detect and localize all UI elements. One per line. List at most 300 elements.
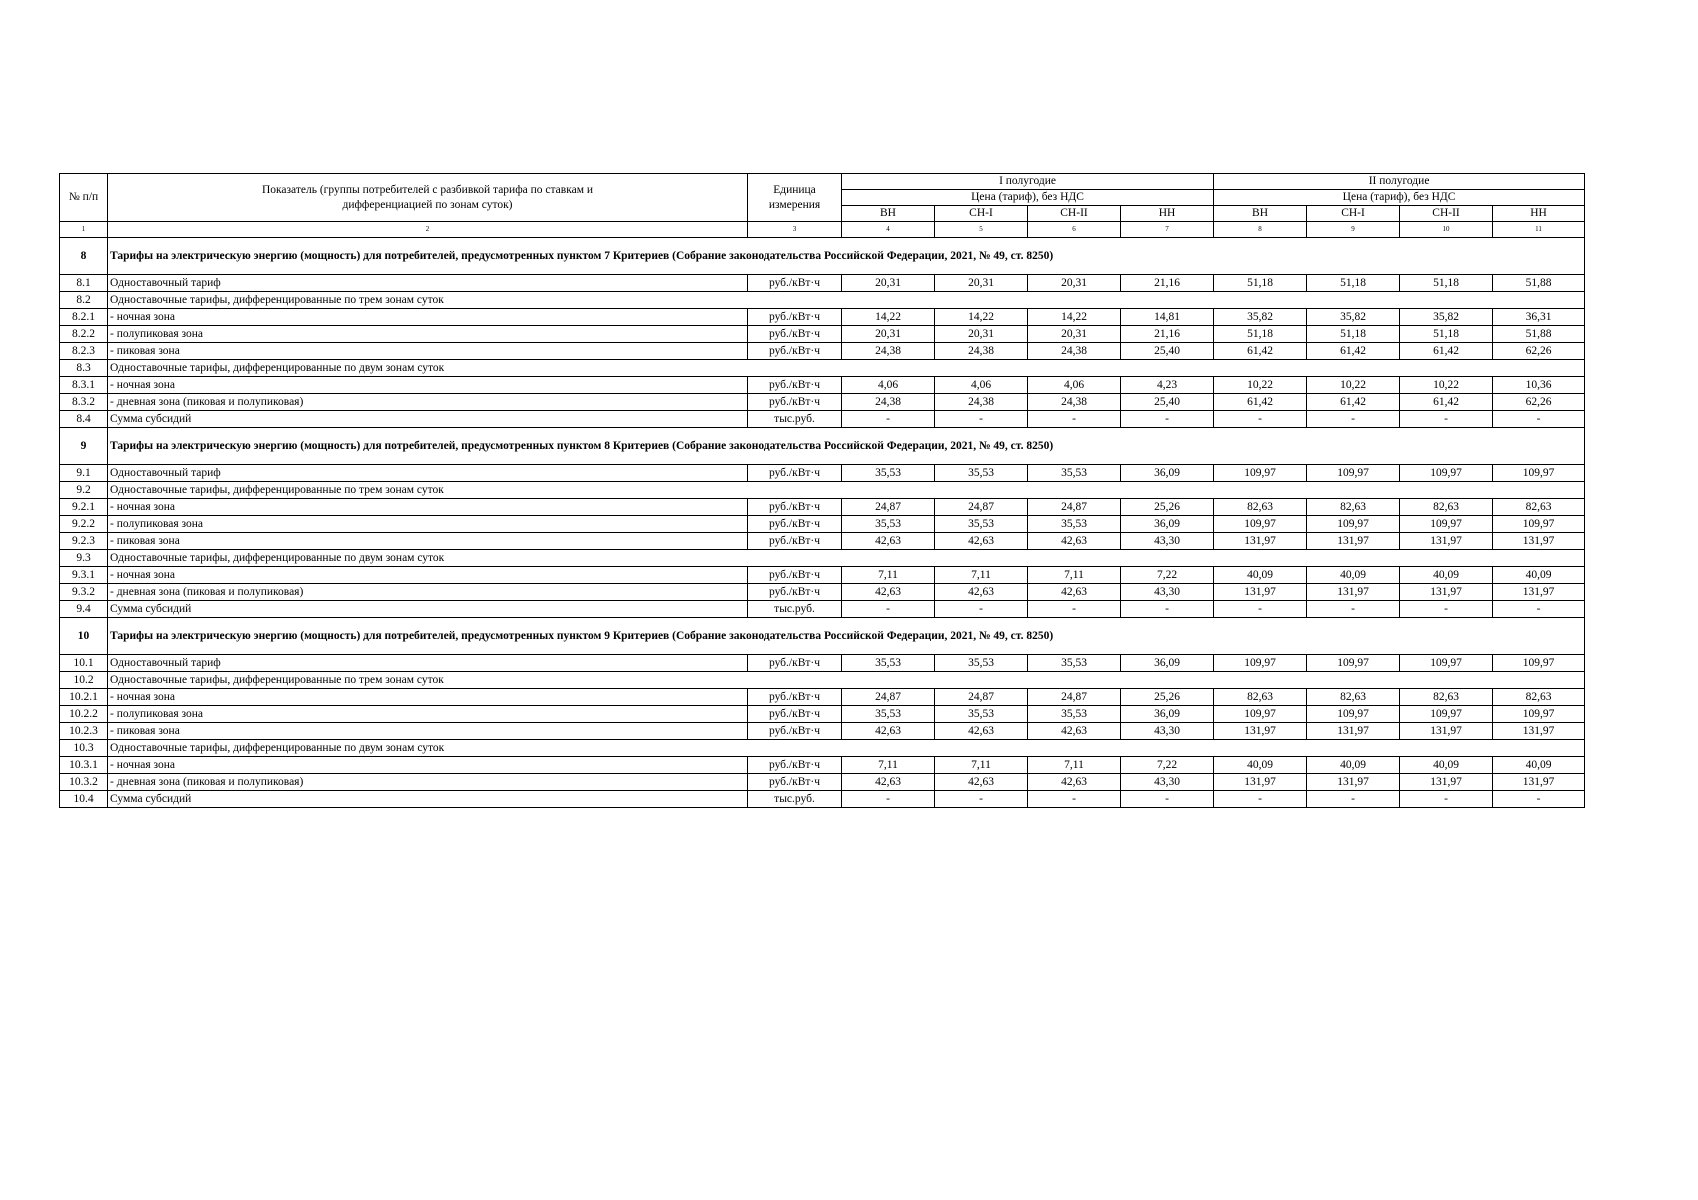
row-value: 20,31 bbox=[1028, 275, 1121, 292]
row-value: 51,88 bbox=[1493, 326, 1585, 343]
row-unit: руб./кВт·ч bbox=[748, 377, 842, 394]
row-value: 40,09 bbox=[1214, 567, 1307, 584]
row-value: 7,11 bbox=[935, 757, 1028, 774]
row-group-name: Одноставочные тарифы, дифференцированные по двум зонам суток bbox=[108, 550, 1585, 567]
row-value: - bbox=[1400, 791, 1493, 808]
table-row bbox=[60, 275, 1585, 292]
row-value: 131,97 bbox=[1307, 533, 1400, 550]
row-value: 20,31 bbox=[1028, 326, 1121, 343]
row-value: 35,53 bbox=[842, 516, 935, 533]
row-value: - bbox=[1028, 411, 1121, 428]
row-number: 8.2 bbox=[60, 292, 108, 309]
table-row bbox=[60, 655, 1585, 672]
section-title: Тарифы на электрическую энергию (мощность) для потребителей, предусмотренных пунктом 7 Критериев (Собрание законодательства Российской Федерации, 2021, № 49, ст. 8250) bbox=[108, 238, 1585, 275]
row-value: 82,63 bbox=[1307, 499, 1400, 516]
table-row bbox=[60, 723, 1585, 740]
row-value: - bbox=[1028, 791, 1121, 808]
row-value: 42,63 bbox=[1028, 723, 1121, 740]
row-value: 24,87 bbox=[842, 689, 935, 706]
row-value: 62,26 bbox=[1493, 343, 1585, 360]
row-value: - bbox=[1121, 601, 1214, 618]
header-level: НН bbox=[1121, 206, 1214, 222]
row-value: 43,30 bbox=[1121, 723, 1214, 740]
section-header-row bbox=[60, 618, 1585, 655]
row-value: 62,26 bbox=[1493, 394, 1585, 411]
column-number: 3 bbox=[748, 222, 842, 238]
row-number: 10.3.2 bbox=[60, 774, 108, 791]
row-number: 8.3.1 bbox=[60, 377, 108, 394]
row-value: 109,97 bbox=[1307, 516, 1400, 533]
row-unit: руб./кВт·ч bbox=[748, 757, 842, 774]
row-value: 7,11 bbox=[1028, 567, 1121, 584]
header-level: СН-II bbox=[1400, 206, 1493, 222]
header-half-2: II полугодие bbox=[1214, 174, 1585, 190]
row-unit: тыс.руб. bbox=[748, 601, 842, 618]
row-value: 61,42 bbox=[1214, 343, 1307, 360]
row-value: 131,97 bbox=[1493, 774, 1585, 791]
row-value: 109,97 bbox=[1493, 655, 1585, 672]
header-row-1 bbox=[60, 174, 1585, 190]
row-value: 42,63 bbox=[935, 723, 1028, 740]
row-unit: руб./кВт·ч bbox=[748, 465, 842, 482]
row-value: 7,22 bbox=[1121, 757, 1214, 774]
row-number: 9.2.1 bbox=[60, 499, 108, 516]
row-unit: руб./кВт·ч bbox=[748, 584, 842, 601]
row-name: - пиковая зона bbox=[108, 343, 748, 360]
row-value: 24,87 bbox=[1028, 689, 1121, 706]
row-value: 40,09 bbox=[1214, 757, 1307, 774]
row-value: 82,63 bbox=[1214, 499, 1307, 516]
row-name: Одноставочный тариф bbox=[108, 655, 748, 672]
row-value: 25,26 bbox=[1121, 689, 1214, 706]
row-value: 131,97 bbox=[1214, 584, 1307, 601]
row-value: 7,11 bbox=[1028, 757, 1121, 774]
row-number: 8.3.2 bbox=[60, 394, 108, 411]
row-value: 109,97 bbox=[1493, 465, 1585, 482]
row-value: 109,97 bbox=[1307, 706, 1400, 723]
row-number: 9.1 bbox=[60, 465, 108, 482]
row-value: 24,87 bbox=[935, 689, 1028, 706]
row-value: 36,09 bbox=[1121, 516, 1214, 533]
row-name: Одноставочный тариф bbox=[108, 465, 748, 482]
row-value: - bbox=[1214, 601, 1307, 618]
table-row bbox=[60, 791, 1585, 808]
row-number: 8.2.3 bbox=[60, 343, 108, 360]
header-level: СН-II bbox=[1028, 206, 1121, 222]
row-value: 7,11 bbox=[842, 567, 935, 584]
table-row bbox=[60, 326, 1585, 343]
row-value: 131,97 bbox=[1400, 584, 1493, 601]
row-number: 10.2.3 bbox=[60, 723, 108, 740]
row-group-name: Одноставочные тарифы, дифференцированные по трем зонам суток bbox=[108, 482, 1585, 499]
row-name: - полупиковая зона bbox=[108, 326, 748, 343]
row-value: 21,16 bbox=[1121, 275, 1214, 292]
row-unit: руб./кВт·ч bbox=[748, 309, 842, 326]
row-value: - bbox=[842, 601, 935, 618]
row-value: 109,97 bbox=[1493, 516, 1585, 533]
row-value: - bbox=[1214, 791, 1307, 808]
row-value: - bbox=[1307, 601, 1400, 618]
row-value: 61,42 bbox=[1400, 343, 1493, 360]
row-value: - bbox=[1121, 411, 1214, 428]
row-value: 43,30 bbox=[1121, 774, 1214, 791]
row-name: - пиковая зона bbox=[108, 533, 748, 550]
header-half-1: I полугодие bbox=[842, 174, 1214, 190]
row-value: 35,82 bbox=[1307, 309, 1400, 326]
column-number: 11 bbox=[1493, 222, 1585, 238]
row-value: 24,87 bbox=[1028, 499, 1121, 516]
row-value: 61,42 bbox=[1307, 343, 1400, 360]
row-value: 109,97 bbox=[1400, 655, 1493, 672]
row-value: 20,31 bbox=[842, 326, 935, 343]
row-name: - ночная зона bbox=[108, 499, 748, 516]
row-value: - bbox=[1493, 411, 1585, 428]
table-row bbox=[60, 689, 1585, 706]
row-value: - bbox=[1121, 791, 1214, 808]
table-row bbox=[60, 343, 1585, 360]
row-value: 10,22 bbox=[1400, 377, 1493, 394]
table-row bbox=[60, 377, 1585, 394]
row-number: 9.2.2 bbox=[60, 516, 108, 533]
row-value: - bbox=[1307, 411, 1400, 428]
row-unit: руб./кВт·ч bbox=[748, 567, 842, 584]
table-row bbox=[60, 757, 1585, 774]
row-value: 35,53 bbox=[1028, 516, 1121, 533]
row-name: - ночная зона bbox=[108, 567, 748, 584]
row-value: 10,22 bbox=[1307, 377, 1400, 394]
row-group-name: Одноставочные тарифы, дифференцированные по двум зонам суток bbox=[108, 740, 1585, 757]
table-row bbox=[60, 309, 1585, 326]
row-number: 10.2.1 bbox=[60, 689, 108, 706]
row-name: Сумма субсидий bbox=[108, 791, 748, 808]
row-value: 82,63 bbox=[1307, 689, 1400, 706]
row-unit: руб./кВт·ч bbox=[748, 516, 842, 533]
row-value: 42,63 bbox=[935, 774, 1028, 791]
row-value: 35,53 bbox=[842, 465, 935, 482]
row-value: - bbox=[842, 791, 935, 808]
row-value: 35,53 bbox=[935, 655, 1028, 672]
row-value: 42,63 bbox=[1028, 774, 1121, 791]
row-number: 10.3.1 bbox=[60, 757, 108, 774]
row-value: 131,97 bbox=[1400, 723, 1493, 740]
row-value: 131,97 bbox=[1493, 584, 1585, 601]
row-value: 35,82 bbox=[1214, 309, 1307, 326]
row-value: 35,53 bbox=[842, 655, 935, 672]
row-unit: руб./кВт·ч bbox=[748, 706, 842, 723]
column-number: 1 bbox=[60, 222, 108, 238]
row-number: 9.3 bbox=[60, 550, 108, 567]
row-value: 35,53 bbox=[1028, 465, 1121, 482]
table-row bbox=[60, 499, 1585, 516]
row-value: 35,53 bbox=[935, 516, 1028, 533]
header-level: НН bbox=[1493, 206, 1585, 222]
row-unit: руб./кВт·ч bbox=[748, 394, 842, 411]
column-number: 7 bbox=[1121, 222, 1214, 238]
row-value: 35,53 bbox=[1028, 655, 1121, 672]
row-value: 24,38 bbox=[935, 343, 1028, 360]
row-unit: руб./кВт·ч bbox=[748, 723, 842, 740]
table-body bbox=[60, 174, 1585, 808]
row-value: 51,18 bbox=[1214, 275, 1307, 292]
row-name: - полупиковая зона bbox=[108, 706, 748, 723]
row-value: - bbox=[1400, 411, 1493, 428]
section-header-row bbox=[60, 428, 1585, 465]
row-value: 7,11 bbox=[842, 757, 935, 774]
row-value: 24,38 bbox=[842, 394, 935, 411]
row-value: 14,81 bbox=[1121, 309, 1214, 326]
row-value: 82,63 bbox=[1214, 689, 1307, 706]
row-value: 10,22 bbox=[1214, 377, 1307, 394]
column-number: 4 bbox=[842, 222, 935, 238]
row-value: - bbox=[1307, 791, 1400, 808]
row-value: 24,87 bbox=[935, 499, 1028, 516]
row-value: 131,97 bbox=[1493, 533, 1585, 550]
row-number: 8.1 bbox=[60, 275, 108, 292]
row-number: 9.2.3 bbox=[60, 533, 108, 550]
row-value: 131,97 bbox=[1214, 774, 1307, 791]
header-unit: Единица измерения bbox=[748, 174, 842, 222]
row-value: 4,06 bbox=[935, 377, 1028, 394]
row-value: 20,31 bbox=[935, 275, 1028, 292]
row-value: 51,18 bbox=[1307, 275, 1400, 292]
table-row bbox=[60, 706, 1585, 723]
row-unit: руб./кВт·ч bbox=[748, 533, 842, 550]
row-name: - дневная зона (пиковая и полупиковая) bbox=[108, 774, 748, 791]
row-value: 131,97 bbox=[1400, 533, 1493, 550]
row-value: 40,09 bbox=[1400, 567, 1493, 584]
row-value: - bbox=[1493, 601, 1585, 618]
table-row bbox=[60, 516, 1585, 533]
section-title: Тарифы на электрическую энергию (мощность) для потребителей, предусмотренных пунктом 8 Критериев (Собрание законодательства Российской Федерации, 2021, № 49, ст. 8250) bbox=[108, 428, 1585, 465]
row-value: 21,16 bbox=[1121, 326, 1214, 343]
row-value: 24,38 bbox=[1028, 343, 1121, 360]
row-value: 24,38 bbox=[842, 343, 935, 360]
header-indicator: Показатель (группы потребителей с разбивкой тарифа по ставкам и дифференциацией по зонам суток) bbox=[108, 174, 748, 222]
row-unit: руб./кВт·ч bbox=[748, 655, 842, 672]
row-value: - bbox=[935, 411, 1028, 428]
row-name: - ночная зона bbox=[108, 757, 748, 774]
row-number: 8.4 bbox=[60, 411, 108, 428]
row-value: 42,63 bbox=[842, 723, 935, 740]
row-value: 109,97 bbox=[1307, 655, 1400, 672]
column-number: 9 bbox=[1307, 222, 1400, 238]
row-value: 25,40 bbox=[1121, 343, 1214, 360]
row-value: - bbox=[935, 601, 1028, 618]
table-row bbox=[60, 411, 1585, 428]
row-value: 109,97 bbox=[1307, 465, 1400, 482]
table-row bbox=[60, 360, 1585, 377]
row-value: - bbox=[1400, 601, 1493, 618]
row-value: 109,97 bbox=[1214, 465, 1307, 482]
table-row bbox=[60, 740, 1585, 757]
column-number: 5 bbox=[935, 222, 1028, 238]
row-value: 131,97 bbox=[1493, 723, 1585, 740]
column-number: 6 bbox=[1028, 222, 1121, 238]
table-row bbox=[60, 533, 1585, 550]
row-name: - ночная зона bbox=[108, 377, 748, 394]
row-value: 43,30 bbox=[1121, 584, 1214, 601]
row-value: 61,42 bbox=[1400, 394, 1493, 411]
row-unit: руб./кВт·ч bbox=[748, 343, 842, 360]
row-value: 14,22 bbox=[935, 309, 1028, 326]
row-number: 8.2.1 bbox=[60, 309, 108, 326]
row-value: 42,63 bbox=[1028, 533, 1121, 550]
row-value: 109,97 bbox=[1493, 706, 1585, 723]
section-number: 9 bbox=[60, 428, 108, 465]
section-number: 10 bbox=[60, 618, 108, 655]
row-value: 42,63 bbox=[1028, 584, 1121, 601]
row-value: 24,87 bbox=[842, 499, 935, 516]
row-number: 9.3.1 bbox=[60, 567, 108, 584]
row-value: 42,63 bbox=[935, 533, 1028, 550]
table-row bbox=[60, 482, 1585, 499]
row-value: 131,97 bbox=[1307, 584, 1400, 601]
row-value: 36,09 bbox=[1121, 706, 1214, 723]
row-name: Одноставочный тариф bbox=[108, 275, 748, 292]
row-value: 40,09 bbox=[1307, 567, 1400, 584]
row-value: - bbox=[1214, 411, 1307, 428]
row-value: 20,31 bbox=[842, 275, 935, 292]
row-number: 8.2.2 bbox=[60, 326, 108, 343]
row-value: 109,97 bbox=[1400, 465, 1493, 482]
row-value: 82,63 bbox=[1493, 689, 1585, 706]
row-value: 40,09 bbox=[1400, 757, 1493, 774]
row-value: 35,53 bbox=[935, 465, 1028, 482]
row-number: 9.2 bbox=[60, 482, 108, 499]
row-name: - пиковая зона bbox=[108, 723, 748, 740]
row-number: 10.4 bbox=[60, 791, 108, 808]
row-number: 10.2 bbox=[60, 672, 108, 689]
row-value: 10,36 bbox=[1493, 377, 1585, 394]
row-name: - ночная зона bbox=[108, 309, 748, 326]
row-value: 24,38 bbox=[935, 394, 1028, 411]
row-number: 8.3 bbox=[60, 360, 108, 377]
table-row bbox=[60, 774, 1585, 791]
row-value: 36,09 bbox=[1121, 465, 1214, 482]
row-value: 42,63 bbox=[842, 533, 935, 550]
row-unit: руб./кВт·ч bbox=[748, 326, 842, 343]
row-value: 109,97 bbox=[1400, 516, 1493, 533]
row-number: 10.2.2 bbox=[60, 706, 108, 723]
header-price-2: Цена (тариф), без НДС bbox=[1214, 190, 1585, 206]
row-value: 24,38 bbox=[1028, 394, 1121, 411]
row-value: 25,40 bbox=[1121, 394, 1214, 411]
row-value: - bbox=[935, 791, 1028, 808]
row-value: 4,23 bbox=[1121, 377, 1214, 394]
row-value: - bbox=[1493, 791, 1585, 808]
row-value: 14,22 bbox=[1028, 309, 1121, 326]
row-value: 131,97 bbox=[1214, 723, 1307, 740]
header-level: ВН bbox=[1214, 206, 1307, 222]
table-row bbox=[60, 672, 1585, 689]
header-num: № п/п bbox=[60, 174, 108, 222]
row-value: 82,63 bbox=[1493, 499, 1585, 516]
header-level: СН-I bbox=[935, 206, 1028, 222]
row-value: 131,97 bbox=[1400, 774, 1493, 791]
row-value: 20,31 bbox=[935, 326, 1028, 343]
row-unit: руб./кВт·ч bbox=[748, 275, 842, 292]
row-number: 10.3 bbox=[60, 740, 108, 757]
header-price-1: Цена (тариф), без НДС bbox=[842, 190, 1214, 206]
row-value: 40,09 bbox=[1307, 757, 1400, 774]
row-value: 14,22 bbox=[842, 309, 935, 326]
row-value: - bbox=[1028, 601, 1121, 618]
table-row bbox=[60, 394, 1585, 411]
header-level: СН-I bbox=[1307, 206, 1400, 222]
row-value: 51,18 bbox=[1400, 326, 1493, 343]
row-value: 4,06 bbox=[842, 377, 935, 394]
row-unit: руб./кВт·ч bbox=[748, 689, 842, 706]
row-value: 61,42 bbox=[1307, 394, 1400, 411]
row-unit: руб./кВт·ч bbox=[748, 774, 842, 791]
row-value: 35,53 bbox=[842, 706, 935, 723]
row-name: Сумма субсидий bbox=[108, 411, 748, 428]
table-row bbox=[60, 567, 1585, 584]
row-value: 36,31 bbox=[1493, 309, 1585, 326]
row-value: 35,82 bbox=[1400, 309, 1493, 326]
row-group-name: Одноставочные тарифы, дифференцированные по двум зонам суток bbox=[108, 360, 1585, 377]
row-name: - ночная зона bbox=[108, 689, 748, 706]
row-value: 43,30 bbox=[1121, 533, 1214, 550]
row-value: 7,11 bbox=[935, 567, 1028, 584]
row-value: 42,63 bbox=[935, 584, 1028, 601]
row-unit: тыс.руб. bbox=[748, 791, 842, 808]
section-title: Тарифы на электрическую энергию (мощность) для потребителей, предусмотренных пунктом 9 Критериев (Собрание законодательства Российской Федерации, 2021, № 49, ст. 8250) bbox=[108, 618, 1585, 655]
table-row bbox=[60, 601, 1585, 618]
row-value: 109,97 bbox=[1400, 706, 1493, 723]
section-header-row bbox=[60, 238, 1585, 275]
row-value: 131,97 bbox=[1307, 723, 1400, 740]
row-value: 51,18 bbox=[1307, 326, 1400, 343]
row-name: - дневная зона (пиковая и полупиковая) bbox=[108, 394, 748, 411]
table-row bbox=[60, 550, 1585, 567]
header-level: ВН bbox=[842, 206, 935, 222]
row-name: - полупиковая зона bbox=[108, 516, 748, 533]
table-row bbox=[60, 584, 1585, 601]
row-value: 42,63 bbox=[842, 584, 935, 601]
row-value: 82,63 bbox=[1400, 689, 1493, 706]
row-name: - дневная зона (пиковая и полупиковая) bbox=[108, 584, 748, 601]
row-value: 36,09 bbox=[1121, 655, 1214, 672]
row-name: Сумма субсидий bbox=[108, 601, 748, 618]
section-number: 8 bbox=[60, 238, 108, 275]
row-value: 35,53 bbox=[935, 706, 1028, 723]
column-number: 10 bbox=[1400, 222, 1493, 238]
row-value: 109,97 bbox=[1214, 516, 1307, 533]
row-value: 7,22 bbox=[1121, 567, 1214, 584]
row-value: 42,63 bbox=[842, 774, 935, 791]
row-value: 25,26 bbox=[1121, 499, 1214, 516]
tariff-table bbox=[59, 173, 1585, 808]
row-value: 35,53 bbox=[1028, 706, 1121, 723]
row-number: 9.3.2 bbox=[60, 584, 108, 601]
row-value: 4,06 bbox=[1028, 377, 1121, 394]
row-value: - bbox=[842, 411, 935, 428]
table-row bbox=[60, 465, 1585, 482]
row-number: 10.1 bbox=[60, 655, 108, 672]
column-numbers-row bbox=[60, 222, 1585, 238]
row-value: 51,88 bbox=[1493, 275, 1585, 292]
row-value: 109,97 bbox=[1214, 706, 1307, 723]
row-group-name: Одноставочные тарифы, дифференцированные по трем зонам суток bbox=[108, 292, 1585, 309]
row-group-name: Одноставочные тарифы, дифференцированные по трем зонам суток bbox=[108, 672, 1585, 689]
table-row bbox=[60, 292, 1585, 309]
column-number: 2 bbox=[108, 222, 748, 238]
column-number: 8 bbox=[1214, 222, 1307, 238]
row-value: 51,18 bbox=[1400, 275, 1493, 292]
row-value: 40,09 bbox=[1493, 567, 1585, 584]
row-value: 61,42 bbox=[1214, 394, 1307, 411]
